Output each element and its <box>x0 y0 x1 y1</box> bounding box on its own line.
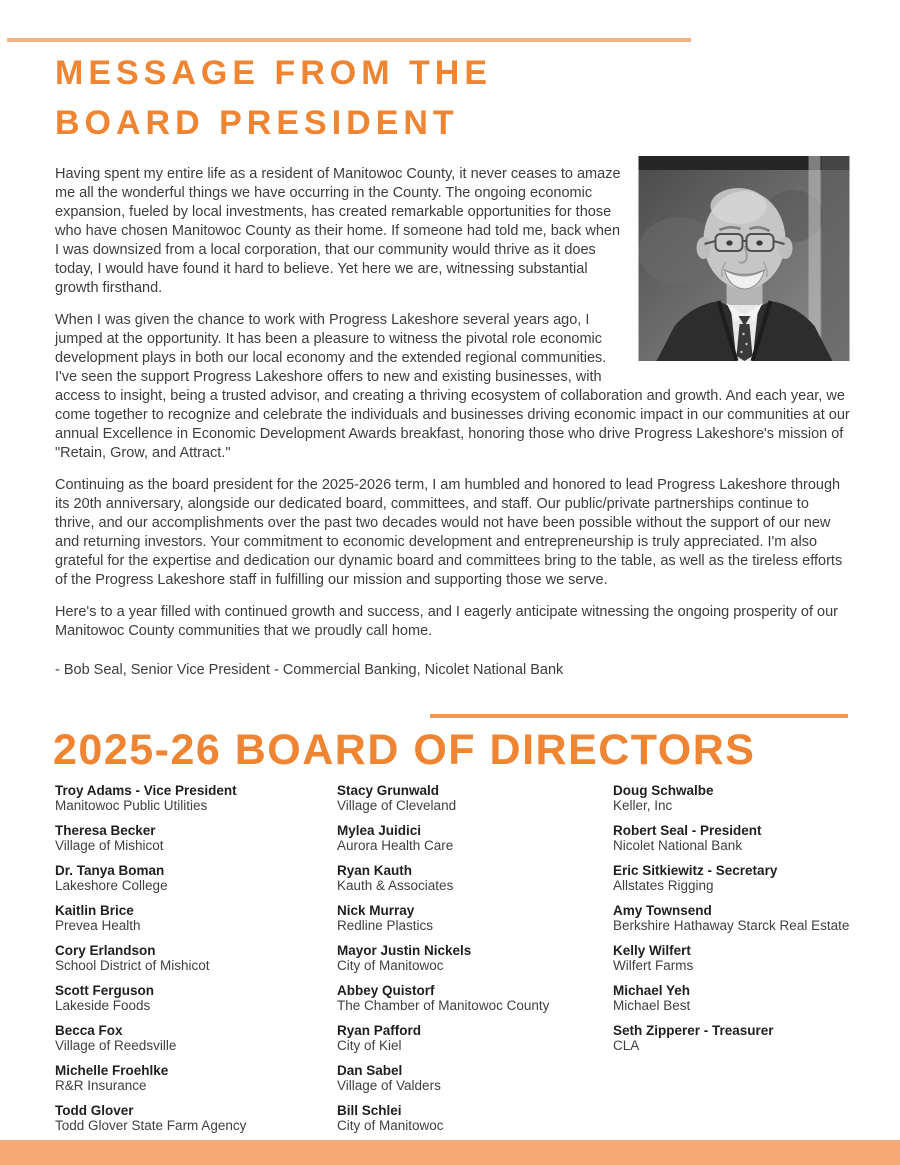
director-entry <box>613 944 900 973</box>
director-org: The Chamber of Manitowoc County <box>337 997 550 1013</box>
director-entry <box>55 1024 337 1053</box>
director-org: Village of Cleveland <box>337 797 457 813</box>
director-name: Abbey Quistorf <box>337 983 435 998</box>
director-org: City of Manitowoc <box>337 1117 444 1133</box>
director-name: Michael Yeh <box>613 983 691 998</box>
director-name: Cory Erlandson <box>55 943 156 958</box>
portrait-illustration <box>638 156 850 361</box>
director-entry <box>337 784 613 813</box>
director-entry <box>337 1064 613 1093</box>
director-org: Lakeside Foods <box>55 997 151 1013</box>
director-entry <box>55 984 337 1013</box>
director-name: Seth Zipperer - Treasurer <box>613 1023 774 1038</box>
portrait-photo <box>638 156 850 361</box>
director-entry <box>337 984 613 1013</box>
director-org: Berkshire Hathaway Starck Real Estate <box>613 917 850 933</box>
director-name: Nick Murray <box>337 903 415 918</box>
director-org: Allstates Rigging <box>613 877 714 893</box>
director-name: Ryan Pafford <box>337 1023 422 1038</box>
director-org: R&R Insurance <box>55 1077 147 1093</box>
director-name: Dr. Tanya Boman <box>55 863 165 878</box>
director-org: Village of Valders <box>337 1077 441 1093</box>
director-org: School District of Mishicot <box>55 957 210 973</box>
director-entry <box>337 864 613 893</box>
director-name: Kaitlin Brice <box>55 903 134 918</box>
director-name: Amy Townsend <box>613 903 712 918</box>
director-org: Manitowoc Public Utilities <box>55 797 208 813</box>
director-name: Eric Sitkiewitz - Secretary <box>613 863 778 878</box>
director-org: Michael Best <box>613 997 691 1013</box>
director-name: Bill Schlei <box>337 1103 402 1118</box>
director-org: Village of Reedsville <box>55 1037 177 1053</box>
director-name: Michelle Froehlke <box>55 1063 169 1078</box>
footer-band <box>0 1140 900 1165</box>
board-column-2 <box>337 784 613 1144</box>
signature: - Bob Seal, Senior Vice President - Commercial Banking, Nicolet National Bank <box>55 662 564 678</box>
director-entry <box>613 784 900 813</box>
director-org: Keller, Inc <box>613 797 673 813</box>
message-paragraph-1: Having spent my entire life as a resident of Manitowoc County, it never ceases to amaze me all the wonderful things we have occurring in the County. The ongoing economic expansion, fueled by local investments, has created remarkable opportunities for those who have chosen Manitowoc County as their home. If someone had told me, back when I was downsized from a local corporation, that our community would thrive as it does today, I would have found it hard to believe. Yet here we are, witnessing substantial growth firsthand. <box>55 166 621 296</box>
director-entry <box>337 824 613 853</box>
director-name: Ryan Kauth <box>337 863 413 878</box>
board-heading: 2025-26 BOARD OF DIRECTORS <box>53 726 756 774</box>
director-org: Redline Plastics <box>337 917 434 933</box>
director-entry <box>613 1024 900 1053</box>
director-entry <box>613 864 900 893</box>
director-entry <box>613 904 900 933</box>
message-paragraph-4: Here's to a year filled with continued growth and success, and I eagerly anticipate witnessing the ongoing prosperity of our Manitowoc County communities that we proudly call home. <box>55 604 838 639</box>
director-name: Kelly Wilfert <box>613 943 691 958</box>
top-rule <box>7 38 691 42</box>
director-name: Theresa Becker <box>55 823 156 838</box>
director-org: Todd Glover State Farm Agency <box>55 1117 247 1133</box>
director-org: CLA <box>613 1037 640 1053</box>
page-title-line1: MESSAGE FROM THE <box>55 54 493 92</box>
director-entry <box>337 904 613 933</box>
board-column-3 <box>613 784 900 1144</box>
director-entry <box>55 1104 337 1133</box>
director-entry <box>55 944 337 973</box>
director-org: Kauth & Associates <box>337 877 454 893</box>
page-title <box>55 48 492 148</box>
director-org: Nicolet National Bank <box>613 837 743 853</box>
director-name: Dan Sabel <box>337 1063 403 1078</box>
director-name: Robert Seal - President <box>613 823 762 838</box>
director-entry <box>613 824 900 853</box>
director-name: Todd Glover <box>55 1103 134 1118</box>
director-entry <box>55 864 337 893</box>
director-org: Aurora Health Care <box>337 837 454 853</box>
director-name: Becca Fox <box>55 1023 123 1038</box>
director-name: Mayor Justin Nickels <box>337 943 472 958</box>
board-president-message <box>55 165 850 693</box>
board-column-1 <box>55 784 337 1144</box>
director-entry <box>337 1104 613 1133</box>
director-name: Stacy Grunwald <box>337 783 440 798</box>
director-name: Troy Adams - Vice President <box>55 783 237 798</box>
director-entry <box>55 824 337 853</box>
director-entry <box>55 904 337 933</box>
message-paragraph-2: When I was given the chance to work with Progress Lakeshore several years ago, I jumped at the opportunity. It has been a pleasure to witness the pivotal role economic development plays in both our local economy and the extended regional communities. I've seen the support Progress Lakeshore offers to new and existing businesses, with access to insight, being a trusted advisor, and creating a thriving ecosystem of collaboration and growth. And each year, we come together to recognize and celebrate the individuals and businesses driving economic impact in our communities at our annual Excellence in Economic Development Awards breakfast, honoring those who drive Progress Lakeshore's mission of "Retain, Grow, and Attract." <box>55 312 850 461</box>
director-org: City of Manitowoc <box>337 957 444 973</box>
message-paragraph-3: Continuing as the board president for the 2025-2026 term, I am humbled and honored to lead Progress Lakeshore through its 20th anniversary, alongside our dedicated board, committees, and staff. Our public/private partnerships continue to thrive, and our accomplishments over the past two decades would not have been possible without the support of our new and returning investors. Your commitment to economic development and entrepreneurship is truly appreciated. I'm also grateful for the expertise and dedication our dynamic board and committees bring to the table, as well as the tireless efforts of the Progress Lakeshore staff in fulfilling our mission and supporting those we serve. <box>55 477 843 588</box>
director-name: Mylea Juidici <box>337 823 422 838</box>
section-divider <box>430 714 848 718</box>
page-title-line2: BOARD PRESIDENT <box>55 104 459 142</box>
director-entry <box>337 944 613 973</box>
director-entry <box>55 1064 337 1093</box>
director-entry <box>337 1024 613 1053</box>
director-entry <box>55 784 337 813</box>
director-org: City of Kiel <box>337 1037 402 1053</box>
board-grid <box>55 784 900 1144</box>
director-org: Lakeshore College <box>55 877 168 893</box>
director-org: Village of Mishicot <box>55 837 164 853</box>
director-org: Prevea Health <box>55 917 141 933</box>
director-entry <box>613 984 900 1013</box>
director-name: Scott Ferguson <box>55 983 155 998</box>
director-org: Wilfert Farms <box>613 957 694 973</box>
director-name: Doug Schwalbe <box>613 783 714 798</box>
